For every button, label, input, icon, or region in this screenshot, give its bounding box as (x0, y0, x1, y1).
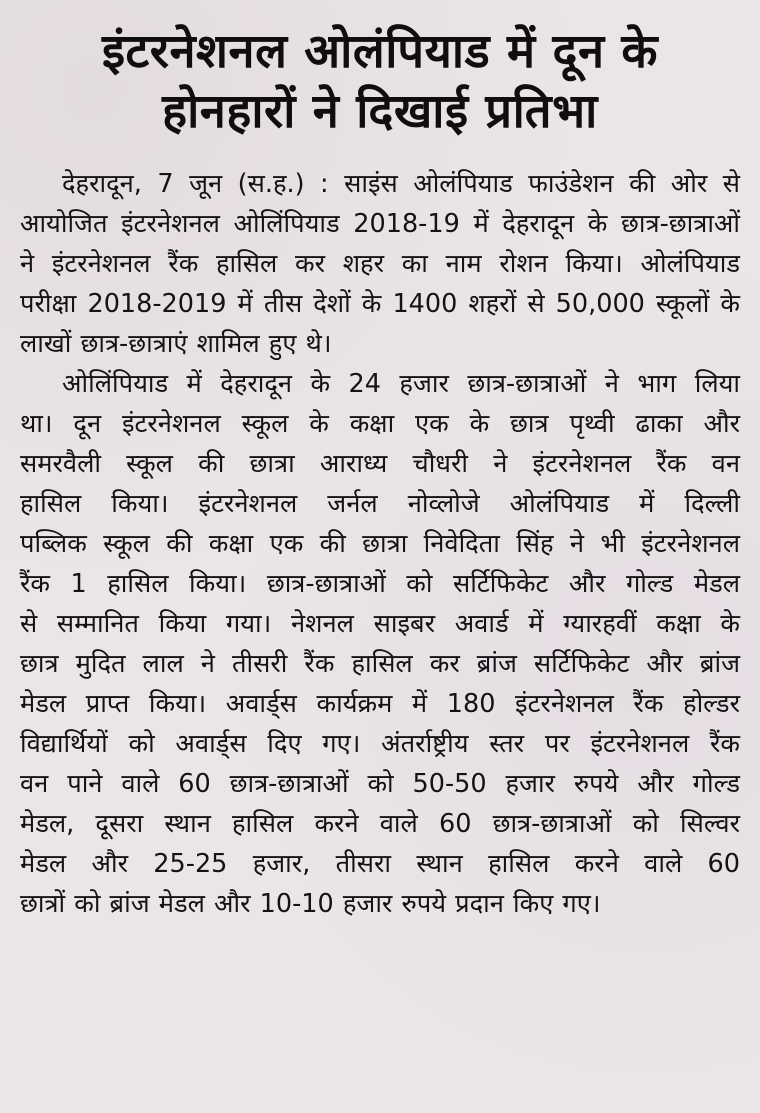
paragraph-2-line-10: विद्यार्थियों को अवार्ड्स दिए गए। अंतर्राष्ट्रीय स्तर पर इंटरनेशनल रैंक (20, 729, 740, 759)
paragraph-1 (20, 164, 740, 364)
paragraph-2-line-12: मेडल, दूसरा स्थान हासिल करने वाले 60 छात्र-छात्राओं को सिल्वर (20, 809, 740, 839)
paragraph-1-line-3: ने इंटरनेशनल रैंक हासिल कर शहर का नाम रोशन किया। ओलंपियाड (20, 249, 740, 279)
paragraph-2-line-13: मेडल और 25-25 हजार, तीसरा स्थान हासिल करने वाले 60 (20, 849, 740, 879)
paragraph-2-line-11: वन पाने वाले 60 छात्र-छात्राओं को 50-50 हजार रुपये और गोल्ड (20, 769, 740, 799)
paragraph-2-line-6: रैंक 1 हासिल किया। छात्र-छात्राओं को सर्टिफिकेट और गोल्ड मेडल (20, 569, 740, 599)
paragraph-2-line-7: से सम्मानित किया गया। नेशनल साइबर अवार्ड में ग्यारहवीं कक्षा के (20, 609, 740, 639)
paragraph-1-line-2: आयोजित इंटरनेशनल ओलिंपियाड 2018-19 में देहरादून के छात्र-छात्राओं (20, 209, 740, 239)
paragraph-1-line-1: देहरादून, 7 जून (स.ह.) : साइंस ओलंपियाड फाउंडेशन की ओर से (62, 169, 740, 199)
paragraph-2-line-4: हासिल किया। इंटरनेशनल जर्नल नोव्लोजे ओलंपियाड में दिल्ली (20, 489, 740, 519)
paragraph-2-line-9: मेडल प्राप्त किया। अवार्ड्स कार्यक्रम में 180 इंटरनेशनल रैंक होल्डर (20, 689, 740, 719)
paragraph-1-line-4: परीक्षा 2018-2019 में तीस देशों के 1400 शहरों से 50,000 स्कूलों के (20, 289, 740, 319)
paragraph-1-line-5: लाखों छात्र-छात्राएं शामिल हुए थे। (20, 329, 332, 359)
paragraph-2-line-8: छात्र मुदित लाल ने तीसरी रैंक हासिल कर ब्रांज सर्टिफिकेट और ब्रांज (20, 649, 740, 679)
article-body (20, 164, 740, 924)
paragraph-2-line-2: था। दून इंटरनेशनल स्कूल के कक्षा एक के छात्र पृथ्वी ढाका और (20, 409, 740, 439)
headline-line-1: इंटरनेशनल ओलंपियाड में दून के (101, 24, 659, 79)
paragraph-2-line-3: समरवैली स्कूल की छात्रा आराध्य चौधरी ने इंटरनेशनल रैंक वन (20, 449, 740, 479)
paragraph-2-line-5: पब्लिक स्कूल की कक्षा एक की छात्रा निवेदिता सिंह ने भी इंटरनेशनल (20, 529, 740, 559)
paragraph-2-line-14: छात्रों को ब्रांज मेडल और 10-10 हजार रुपये प्रदान किए गए। (20, 889, 601, 919)
headline-line-2: होनहारों ने दिखाई प्रतिभा (162, 84, 598, 139)
paragraph-2-line-1: ओलिंपियाड में देहरादून के 24 हजार छात्र-छात्राओं ने भाग लिया (62, 369, 740, 399)
paragraph-2 (20, 364, 740, 924)
headline (20, 22, 740, 142)
